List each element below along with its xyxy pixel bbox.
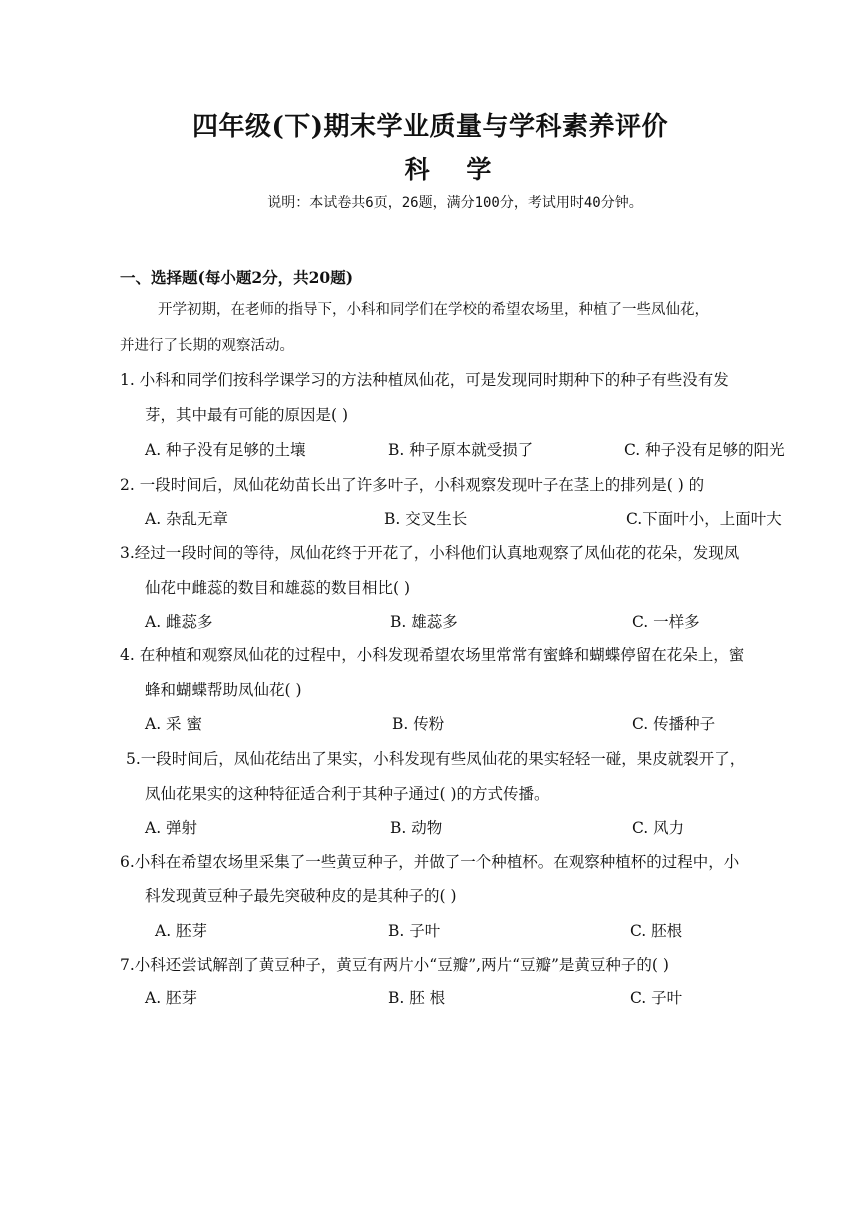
question-2-option-c: C.下面叶小，上面叶大 (626, 510, 782, 528)
question-3-line-2: 仙花中雌蕊的数目和雄蕊的数目相比( ) (145, 579, 411, 597)
question-1-line-2: 芽，其中最有可能的原因是( ) (145, 406, 349, 424)
question-2-option-a: A. 杂乱无章 (145, 510, 229, 528)
subject-title: 科 学 (404, 155, 506, 184)
question-3-option-c: C. 一样多 (632, 613, 700, 631)
exam-title: 四年级(下)期末学业质量与学科素养评价 (191, 112, 669, 142)
question-1-line-1: 1. 小科和同学们按科学课学习的方法种植凤仙花，可是发现同时期种下的种子有些没有发 (120, 371, 729, 389)
exam-note: 说明：本试卷共6页，26题，满分100分，考试用时40分钟。 (267, 195, 643, 211)
question-1-option-a: A. 种子没有足够的土壤 (145, 441, 306, 459)
intro-line-2: 并进行了长期的观察活动。 (120, 338, 294, 354)
question-7-line-1: 7.小科还尝试解剖了黄豆种子，黄豆有两片小“豆瓣”,两片“豆瓣”是黄豆种子的( ) (120, 956, 669, 974)
question-6-option-c: C. 胚根 (630, 922, 683, 940)
question-6-line-1: 6.小科在希望农场里采集了一些黄豆种子，并做了一个种植杯。在观察种植杯的过程中，小 (120, 853, 740, 871)
question-5-line-1: 5.一段时间后，凤仙花结出了果实，小科发现有些凤仙花的果实轻轻一碰，果皮就裂开了， (126, 750, 746, 768)
question-5-option-a: A. 弹射 (145, 819, 198, 837)
question-4-option-a: A. 采 蜜 (145, 715, 202, 733)
question-3-option-a: A. 雌蕊多 (145, 613, 213, 631)
intro-line-1: 开学初期，在老师的指导下，小科和同学们在学校的希望农场里，种植了一些凤仙花， (158, 302, 709, 318)
question-3-line-1: 3.经过一段时间的等待，凤仙花终于开花了，小科他们认真地观察了凤仙花的花朵，发现凤 (120, 544, 740, 562)
question-4-line-2: 蜂和蝴蝶帮助凤仙花( ) (145, 681, 302, 699)
question-6-line-2: 科发现黄豆种子最先突破种皮的是其种子的( ) (145, 887, 457, 905)
question-4-line-1: 4. 在种植和观察凤仙花的过程中，小科发现希望农场里常常有蜜蜂和蝴蝶停留在花朵上，蜜 (120, 646, 745, 664)
question-2-line-1: 2. 一段时间后，凤仙花幼苗长出了许多叶子，小科观察发现叶子在茎上的排列是( ) 的 (120, 476, 705, 494)
question-6-option-a: A. 胚芽 (155, 922, 208, 940)
question-5-line-2: 凤仙花果实的这种特征适合利于其种子通过( )的方式传播。 (145, 785, 550, 803)
question-1-option-c: C. 种子没有足够的阳光 (624, 441, 785, 459)
question-2-option-b: B. 交叉生长 (384, 510, 468, 528)
question-4-option-c: C. 传播种子 (632, 715, 716, 733)
question-7-option-b: B. 胚 根 (388, 989, 446, 1007)
question-7-option-a: A. 胚芽 (145, 989, 198, 1007)
question-4-option-b: B. 传粉 (392, 715, 445, 733)
section-heading: 一、选择题(每小题2分，共20题) (120, 268, 354, 287)
question-6-option-b: B. 子叶 (388, 922, 441, 940)
question-5-option-c: C. 风力 (632, 819, 685, 837)
question-3-option-b: B. 雄蕊多 (390, 613, 458, 631)
question-1-option-b: B. 种子原本就受损了 (388, 441, 534, 459)
question-7-option-c: C. 子叶 (630, 989, 683, 1007)
question-5-option-b: B. 动物 (390, 819, 443, 837)
